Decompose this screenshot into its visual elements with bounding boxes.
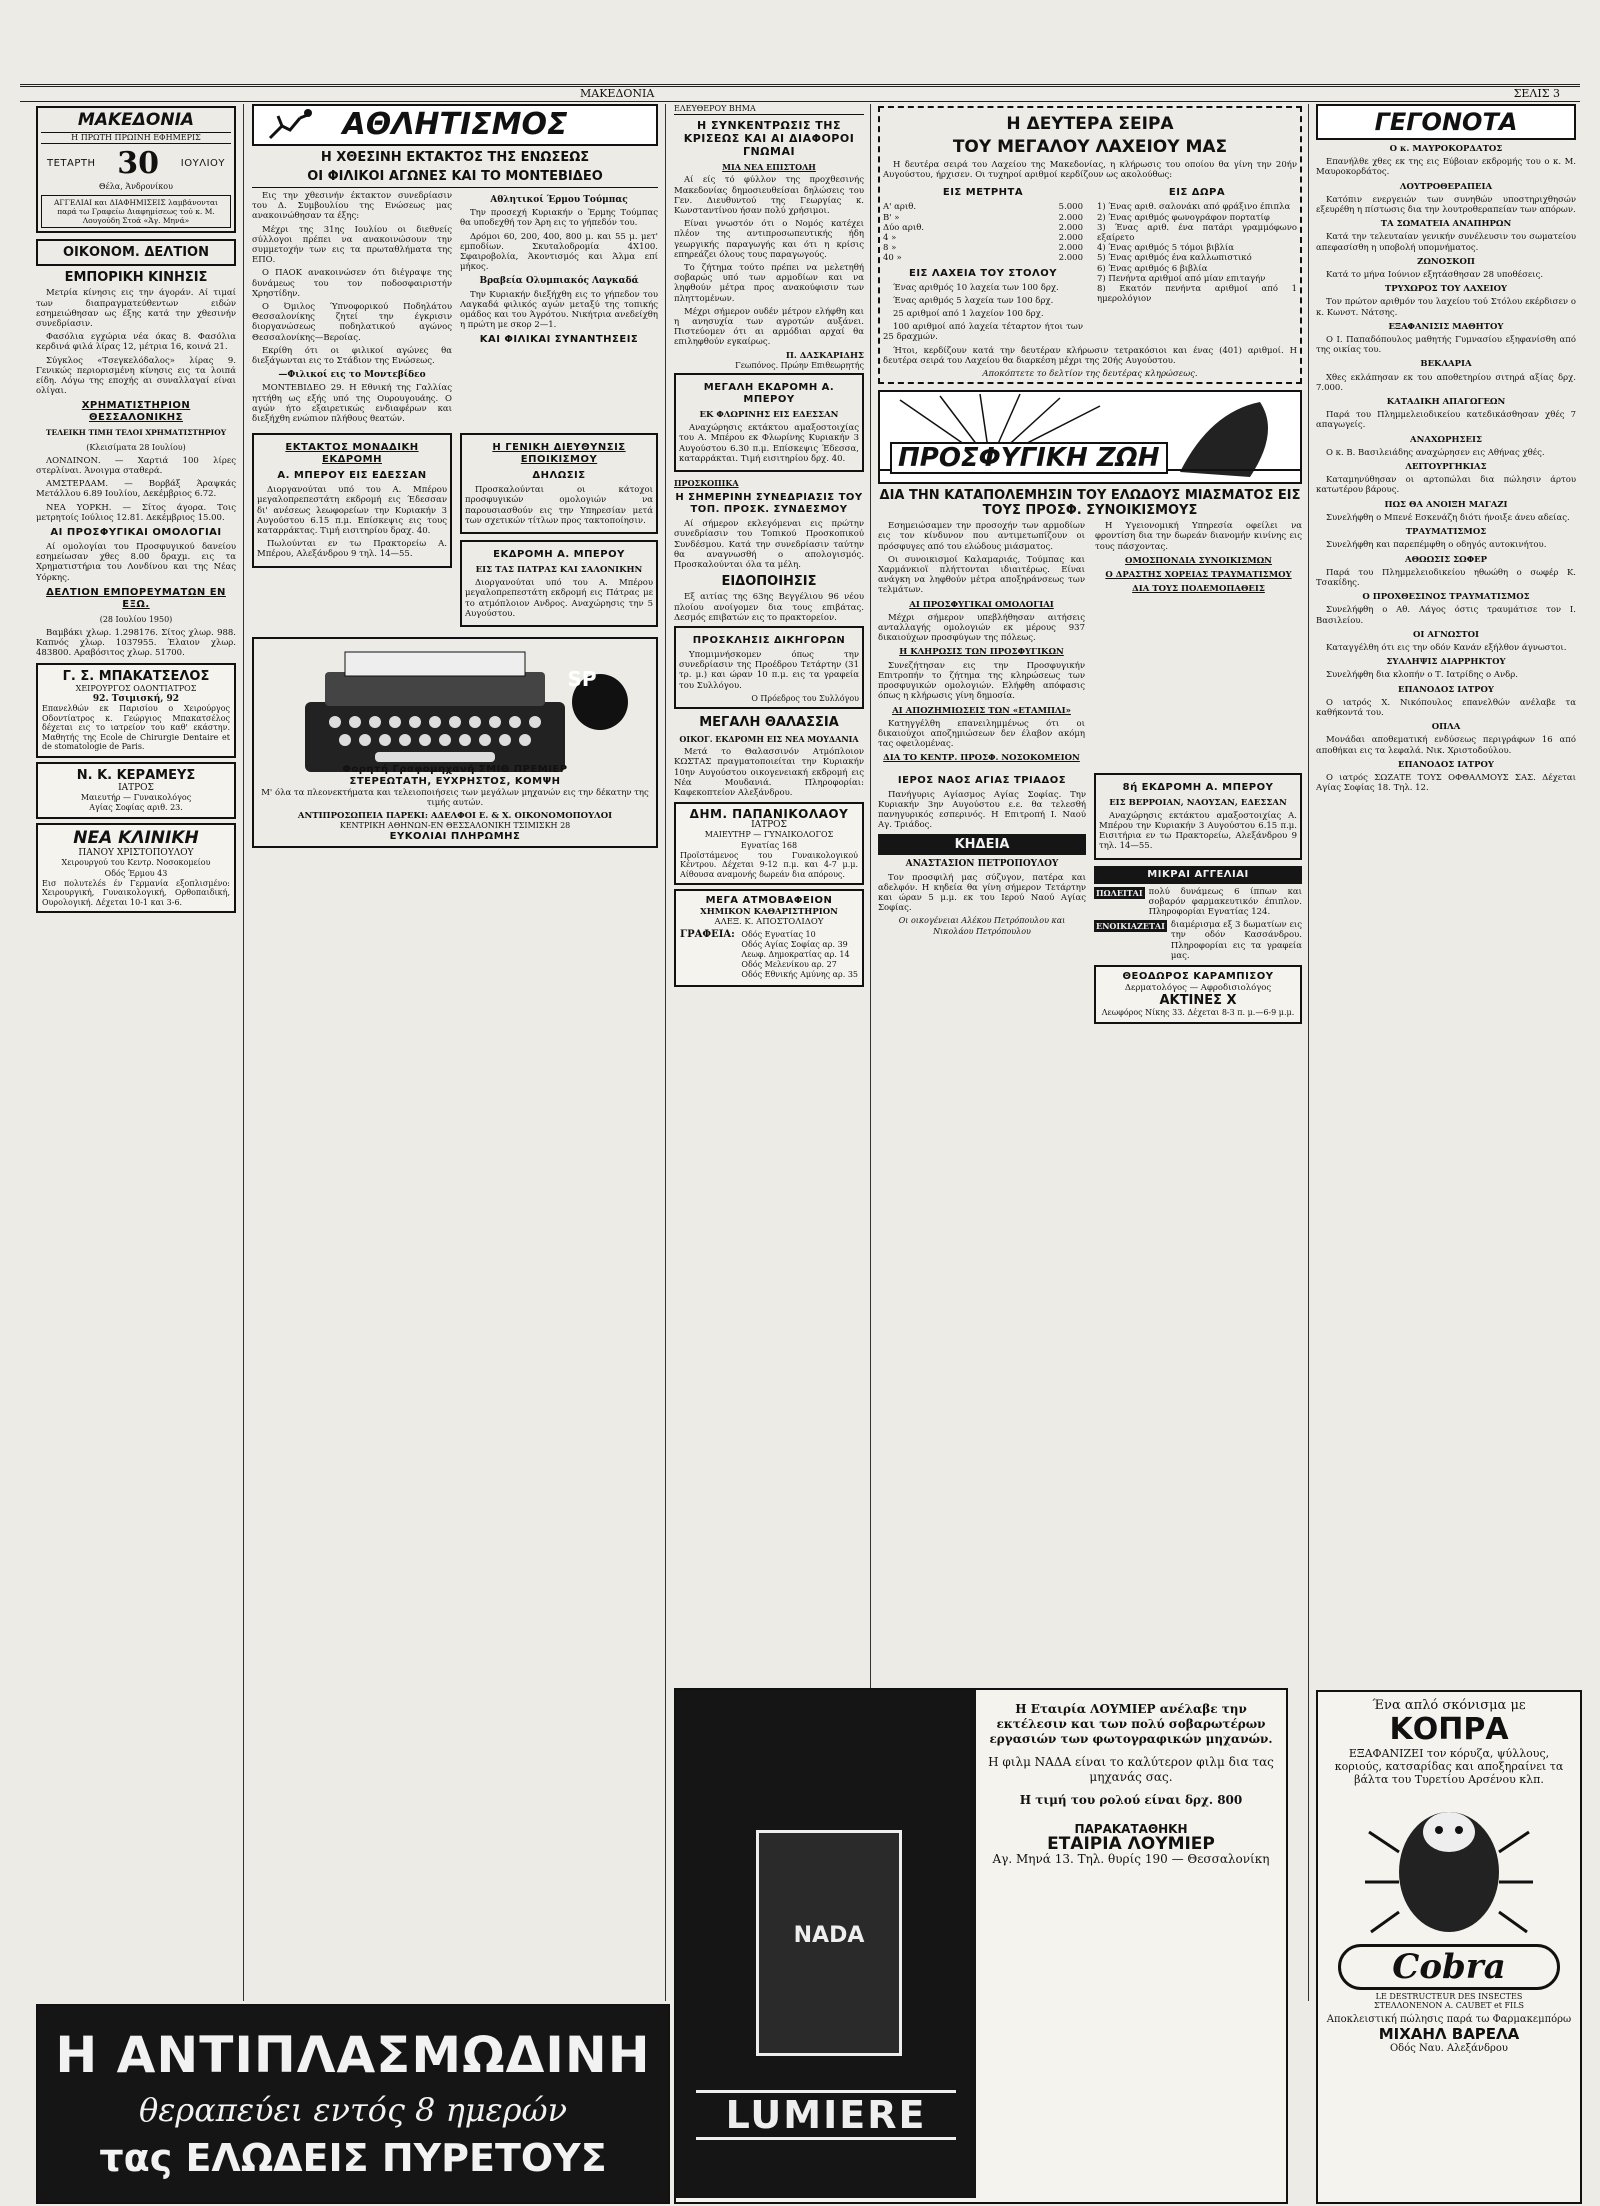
laundry-owner: ΑΛΕΞ. Κ. ΑΠΟΣΤΟΛΙΔΟΥ (714, 917, 824, 928)
cash-prize-value: 2.000 (1058, 212, 1083, 223)
event-title: ΚΑΤΑΔΙΚΗ ΑΠΑΓΩΓΕΩΝ (1386, 397, 1506, 408)
gynecologist-ad (36, 762, 236, 820)
edessa-excursion-contact: Πωλούνται εν τω Πρακτορείω Α. Μπέρου, Αλεξάνδρου 9 τηλ. 14—55. (257, 539, 447, 560)
event-title: ΤΡΥΧΩΡΟΣ ΤΟΥ ΛΑΧΕΙΟΥ (1384, 284, 1508, 295)
typewriter-address: ΚΕΝΤΡΙΚΗ ΑΘΗΝΩΝ-ΕΝ ΘΕΣΣΑΛΟΝΙΚΗ ΤΣΙΜΙΣΚΗ 28 (339, 820, 571, 830)
lumiere-text: Η Εταιρία ΛΟΥΜΙΕΡ ανέλαβε την εκτέλεσιν και των πολύ σοβαρωτέρων εργασιών των φωτογραφικών μηχανών. (989, 1702, 1273, 1746)
event-text: Καταμηνύθησαν οι αρτοπώλαι δια πώλησιν άρτου κατωτέρου βάρους. (1316, 475, 1576, 496)
scouts-label: ΠΡΟΣΚΟΠΙΚΑ (674, 478, 739, 489)
dentist-title: ΧΕΙΡΟΥΡΓΟΣ ΟΔΟΝΤΙΑΤΡΟΣ (75, 683, 197, 693)
cobra-maker: ΣΤΕΛΛΟΝΕΝΟΝ Α. CAUBET et FILS (1374, 2001, 1524, 2010)
gift-item: 7) Πενήντα αριθμοί από μίαν επιταγήν (1097, 273, 1266, 284)
crisis-paragraph-4: Μέχρι σήμερον ουδέν μέτρον ελήφθη και η ανησυχία των αγροτών αυξάνει. Πιστεύομεν ότι αι αρμόδιαι αρχαί θα επιληφθούν εγκαίρως. (674, 306, 864, 348)
lumiere-film-text: Η φιλμ ΝΑΔΑ είναι το καλύτερον φιλμ δια τας μηχανάς σας. (988, 1755, 1274, 1784)
funeral-title: ΚΗΔΕΙΑ (878, 834, 1086, 855)
column-2 (252, 104, 658, 2001)
small-ad-label: ΕΝΟΙΚΙΑΖΕΤΑΙ (1096, 921, 1165, 932)
lumiere-brand: LUMIERE (696, 2090, 956, 2140)
dermatologist-ad (1094, 965, 1302, 1024)
montevideo-text: ΜΟΝΤΕΒΙΔΕΟ 29. Η Εθνική της Γαλλίας ηττήθη ως εξής υπό της Ουρουγουάης. Ο αγών ήτο εξαιρετικώς ενδιαφέρων και διεξήχθη ενώπιον πλήθους θεατών. (252, 383, 452, 425)
malaria-headline: ΔΙΑ ΤΗΝ ΚΑΤΑΠΟΛΕΜΗΣΙΝ ΤΟΥ ΕΛΩΔΟΥΣ ΜΙΑΣΜΑΤΟΣ ΕΙΣ ΤΟΥΣ ΠΡΟΣΦ. ΣΥΝΟΙΚΙΣΜΟΥΣ (879, 488, 1301, 519)
papanikolaou-title: ΙΑΤΡΟΣ (751, 820, 787, 831)
draw-text: Συνεζήτησαν εις την Προσφυγικήν Επιτροπήν το ζήτημα της κληρώσεως των προσφυγικών ομολογιών. Ελήφθη απόφασις όπως η κλήρωσις γίνη δημοσία. (878, 660, 1085, 702)
stock-exchange-subtitle: ΤΕΛΕΙΚΗ ΤΙΜΗ ΤΕΛΟΙ ΧΡΗΜΑΤΙΣΤΗΡΙΟΥ (45, 428, 227, 438)
veria-excursion-text: Αναχώρησις εκτάκτου αμαξοστοιχίας Α. Μπέρου την Κυριακήν 3 Αυγούστου 6.15 π.μ. Εισιτήρια εν τω Πρακτορείω, Αλεξάνδρου 9 τηλ. 14—55. (1099, 810, 1297, 852)
scouts-text: Αί σήμερον εκλεγόμεναι εις πρώτην συνεδρίασιν του Τοπικού Προσκοπικού Συνδέσμου. Κατά την συνεδρίασιν ταύτην θα αναγνωσθή ο απολογισμός. Προσκαλούνται όλα τα μέλη. (674, 519, 864, 571)
sports-left-1: Εις την χθεσινήν έκτακτον συνεδρίασιν του Δ. Συμβουλίου της Ενώσεως μας ανακοινώθησαν τα έξης: (252, 191, 452, 222)
gift-prizes-title: ΕΙΣ ΔΩΡΑ (1168, 187, 1226, 199)
event-text: Συνελήφθη και παρεπέμφθη ο οδηγός αυτοκινήτου. (1326, 540, 1547, 551)
settlement-text: Προσκαλούνται οι κάτοχοι προσφυγικών ομολογιών να παρουσιασθούν εις την Υπηρεσίαν μετά των σχετικών τίτλων προς τακτοποίησιν. (465, 485, 653, 526)
cobra-sub: LE DESTRUCTEUR DES INSECTES (1375, 1992, 1523, 2001)
insect-icon (1359, 1792, 1539, 1942)
church-text: Πανήγυρις Αγίασμος Αγίας Σοφίας. Την Κυριακήν 3ην Αυγούστου ε.ε. θα τελεσθή πανηγυρικός εσπερινός. Η Επιτροπή Ι. Ναού Αγ. Τριάδος. (878, 789, 1086, 831)
crisis-paragraph-3: Το ζήτημα τούτο πρέπει να μελετηθή σοβαρώς υπό των αρμοδίων και να ληφθούν μέτρα προς ανακούφισιν των πληττομένων. (674, 263, 864, 304)
sea-excursion-text: Μετά το Θαλασσινόν Ατμόπλοιον ΚΩΣΤΑΣ πραγματοποιείται την Κυριακήν 10ην Αυγούστου οικογενειακή εκδρομή εις Νέα Μουδανιά. Πληροφορίαι: Καφεκοπτείον Αλεξάνδρου. (674, 747, 864, 798)
draw-subhead: Η ΚΛΗΡΩΣΙΣ ΤΩΝ ΠΡΟΣΦΥΓΙΚΩΝ (899, 647, 1064, 658)
event-text: Ο Ι. Παπαδόπουλος μαθητής Γυμνασίου εξηφανίσθη από της οικίας του. (1316, 335, 1576, 356)
sports-headline-2: ΟΙ ΦΙΛΙΚΟΙ ΑΓΩΝΕΣ ΚΑΙ ΤΟ ΜΟΝΤΕΒΙΔΕΟ (252, 169, 658, 188)
event-title: ΕΠΑΝΟΔΟΣ ΙΑΤΡΟΥ (1397, 759, 1494, 770)
edessa-excursion-text: Διοργανούται υπό του Α. Μπέρου μεγαλοπρεπεστάτη εκδρομή εις Έδεσσαν δι' ανέσεως λεωφορείων την Κυριακήν 3 Αυγούστου 6.15 π.μ. Επίσκεψις εις τους καταρράκτας. Τιμή εισιτηρίου δραχ. 40. (257, 485, 447, 537)
typewriter-line-3: Μ' όλα τα πλεονεκτήματα και τελειοποιήσεις των μεγάλων μηχανών εις την δέκατην της τιμής αυτών. (261, 788, 649, 809)
laundry-subtitle: ΧΗΜΙΚΟΝ ΚΑΘΑΡΙΣΤΗΡΙΟΝ (700, 907, 838, 918)
papanikolaou-name: ΔΗΜ. ΠΑΠΑΝΙΚΟΛΑΟΥ (689, 807, 849, 822)
patras-excursion-text: Διοργανούται υπό του Α. Μπέρου μεγαλοπρεπεστάτη εκδρομή εις Πάτρας με το ατμόπλοιον Ανδρος. Αναχώρησις την 5 Αυγούστου. (465, 578, 653, 619)
fleet-item: 100 αριθμοί από λαχεία τέταρτον ήτοι των 25 δραχμών. (883, 322, 1083, 343)
florina-excursion-subtitle: ΕΚ ΦΛΩΡΙΝΗΣ ΕΙΣ ΕΔΕΣΣΑΝ (699, 410, 839, 421)
stamp-text: Κατηγγέλθη επανειλημμένως ότι οι δικαιούχοι αποζημιώσεων δεν έλαβον ακόμη τας οφειλομένας. (878, 718, 1085, 750)
settlement-subtitle: ΔΗΛΩΣΙΣ (532, 470, 586, 482)
edessa-excursion-ad (252, 433, 452, 567)
kopra-exclusive: Αποκλειστική πώλησις παρά τω Φαρμακεμπόρω (1326, 2014, 1572, 2025)
clinic-owner: ΠΑΝΟΥ ΧΡΙΣΤΟΠΟΥΛΟΥ (78, 848, 194, 859)
papanikolaou-ad (674, 802, 864, 885)
clinic-address: Οδός Έρμου 43 (104, 868, 168, 878)
fleet-item: Ένας αριθμός 10 λαχεία των 100 δρχ. (893, 282, 1059, 293)
issue-month: ΙΟΥΛΙΟΥ (180, 158, 225, 170)
sports-left-2: Μέχρι της 31ης Ιουλίου οι διεθνείς σύλλογοι πρέπει να ανακοινώσουν την συμμετοχήν των εις τα πρωταθλήματα της ΕΠΟ. (252, 224, 452, 266)
sports-left-3: Ο ΠΑΟΚ ανακοινώσεν ότι διέγραψε της δυνάμεως του τον ποδοσφαιριστήν Χρηστίδην. (252, 268, 452, 299)
dentist-text: Επανελθών εκ Παρισίου ο Χειρούργος Οδοντίατρος κ. Γεώργιος Μπακατσέλος δέχεται εις το ιατρείον του καθ' εκάστην. Μαθητής της Ecole de Chirurgie Dentaire et de stomatologie de Paris. (42, 704, 230, 752)
crisis-headline: Η ΣΥΝΚΕΝΤΡΩΣΙΣ ΤΗΣ ΚΡΙΣΕΩΣ ΚΑΙ ΑΙ ΔΙΑΦΟΡΟΙ ΓΝΩΜΑΙ (683, 119, 855, 159)
crisis-subtitle: ΜΙΑ ΝΕΑ ΕΠΙΣΤΟΛΗ (722, 162, 816, 173)
clinic-role: Χειρουργού του Κεντρ. Νοσοκομείου (61, 858, 211, 868)
lawyers-sign: Ο Πρόεδρος του Συλλόγου (751, 693, 859, 703)
sports-right-3: Την Κυριακήν διεξήχθη εις το γήπεδον του Λαγκαδά φιλικός αγών μεταξύ της τοπικής ομάδος και του Άγρότου. Νικήτρια ανεδείχθη η πρώτη με σκορ 2—1. (460, 289, 658, 331)
gynecologist-name: Ν. Κ. ΚΕΡΑΜΕΥΣ (76, 767, 196, 783)
kopra-seller: ΜΙΧΑΗΛ ΒΑΡΕΛΑ (1378, 2025, 1520, 2043)
cash-prize-value: 2.000 (1058, 233, 1083, 244)
stock-line-3: ΝΕΑ ΥΟΡΚΗ. — Σίτος άγορα. Τοις μετρητοίς Ιούλιος 12.81. Δεκέμβριος 15.00. (36, 502, 236, 523)
bonds-subhead: ΑΙ ΠΡΟΣΦΥΓΙΚΑΙ ΟΜΟΛΟΓΙΑΙ (909, 599, 1054, 610)
small-ad-text: διαμέρισμα εξ 3 δωματίων εις την οδόν Κασσάνδρου. Πληροφορίαι εις τα γραφεία μας. (1170, 920, 1302, 961)
hospital-subhead: ΔΙΑ ΤΟ ΚΕΝΤΡ. ΠΡΟΣΦ. ΝΟΣΟΚΟΜΕΙΟΝ (883, 753, 1080, 764)
sports-right-1: Την προσεχή Κυριακήν ο Έρμης Τούμπας θα υποδεχθή τον Άρη εις το γήπεδόν του. (460, 208, 658, 229)
event-title: ΤΑ ΣΩΜΑΤΕΙΑ ΑΝΑΠΗΡΩΝ (1380, 219, 1512, 230)
commerce-paragraph-3: Σύγκλος «Τσεγκελόδαλος» λίρας 9. Γενικώς περιορισμένη κίνησις εις τα λοιπά είδη. Λόγω της εποχής αι συναλλαγαί είναι ολίγαι. (36, 355, 236, 397)
nada-brand: NADA (793, 1923, 865, 1948)
cash-prize-label: Α' αριθ. (883, 202, 917, 213)
lottery-intro: Η δευτέρα σειρά του Λαχείου της Μακεδονίας, η κλήρωσις του οποίου θα γίνη την 20ήν Αυγούστου, ήρχισεν. Οι τυχηροί αριθμοί κερδίζουν ως ακολούθως: (883, 160, 1297, 181)
stock-exchange-title: ΧΡΗΜΑΤΙΣΤΗΡΙΟΝ ΘΕΣΣΑΛΟΝΙΚΗΣ (81, 400, 191, 424)
dermatologist-spec: Δερματολόγος — Αφροδισιολόγος (1124, 982, 1272, 993)
event-text: Ο κ. Β. Βασιλειάδης αναχώρησεν εις Αθήνας χθές. (1326, 447, 1545, 458)
papanikolaou-spec: ΜΑΙΕΥΤΗΡ — ΓΥΝΑΙΚΟΛΟΓΟΣ (704, 830, 834, 840)
runner-icon (260, 108, 320, 142)
funeral-sign: Οι οικογένειαι Αλέκου Πετρόπουλου και Νικολάου Πετρόπουλου (898, 916, 1066, 936)
refugee-bonds-title: ΑΙ ΠΡΟΣΦΥΓΙΚΑΙ ΟΜΟΛΟΓΙΑΙ (50, 527, 222, 539)
veria-excursion-title: 8ή ΕΚΔΡΟΜΗ Α. ΜΠΕΡΟΥ (1122, 781, 1274, 793)
laundry-address-1: Οδός Εγνατίας 10 (741, 929, 816, 939)
kopra-ad (1316, 1690, 1582, 2204)
lottery-sign: Αποκόπτετε το δελτίον της δευτέρας κληρώσεως. (982, 369, 1198, 380)
cash-prize-label: Β' » (883, 212, 900, 223)
lottery-title-1: Η ΔΕΥΤΕΡΑ ΣΕΙΡΑ (1006, 114, 1174, 134)
commerce-paragraph-2: Φασόλια εγχώρια νέα όκας 8. Φασόλια κερδινά φιλά λίρας 12, μέτρια 16, κοινά 21. (36, 332, 236, 353)
gynecologist-spec: Μαιευτήρ — Γυναικολόγος (80, 792, 192, 802)
kopra-intro: Ένα απλό σκόνισμα με (1372, 1698, 1526, 1713)
cash-prize-value: 5.000 (1058, 202, 1083, 213)
friendly-matches-subhead: ΚΑΙ ΦΙΛΙΚΑΙ ΣΥΝΑΝΤΗΣΕΙΣ (479, 334, 639, 346)
dentist-address: 92. Τσιμισκή, 92 (92, 693, 180, 704)
stock-exchange-date: (Κλεισίματα 28 Ιουλίου) (86, 442, 186, 452)
event-text: Συνελήφθη ο Αθ. Λάγος όστις τραυμάτισε τον Ι. Βασιλείου. (1316, 605, 1576, 626)
column-1 (36, 104, 236, 2001)
event-title: ΟΙ ΑΓΝΩΣΤΟΙ (1412, 629, 1480, 640)
federation-subhead: ΟΜΟΣΠΟΝΔΙΑ ΣΥΝΟΙΚΙΣΜΩΝ (1125, 555, 1272, 566)
gift-item: 3) Ένας αριθ. ένα πατάρι γραμμόφωνο εξαίρετο (1097, 222, 1297, 244)
refugee-life-header (878, 390, 1302, 484)
scouts-headline: Η ΣΗΜΕΡΙΝΗ ΣΥΝΕΔΡΙΑΣΙΣ ΤΟΥ ΤΟΠ. ΠΡΟΣΚ. ΣΥΝΔΕΣΜΟΥ (675, 492, 863, 516)
patras-excursion-subtitle: ΕΙΣ ΤΑΣ ΠΑΤΡΑΣ ΚΑΙ ΣΑΛΟΝΙΚΗΝ (475, 565, 643, 576)
fleet-lottery-title: ΕΙΣ ΛΑΧΕΙΑ ΤΟΥ ΣΤΟΛΟΥ (908, 267, 1057, 279)
paper-title: ΜΑΚΕΔΟΝΙΑ (77, 110, 195, 130)
kopra-name: ΚΟΠΡΑ (1389, 1712, 1509, 1747)
event-text: Παρά του Πλημμελειοδικείου ηθωώθη ο σωφέρ Κ. Τσακίδης. (1316, 567, 1576, 588)
laundry-title: ΜΕΓΑ ΑΤΜΟΒΑΦΕΙΟΝ (705, 895, 833, 907)
event-title: ΒΕΚΛΑΡΙΑ (1420, 359, 1472, 370)
war-victims-subhead: ΔΙΑ ΤΟΥΣ ΠΟΛΕΜΟΠΑΘΕΙΣ (1132, 584, 1265, 595)
settlement-title: Η ΓΕΝΙΚΗ ΔΙΕΥΘΥΝΣΙΣ ΕΠΟΙΚΙΣΜΟΥ (492, 442, 626, 466)
lumiere-address: Αγ. Μηνά 13. Τηλ. θυρίς 190 — Θεσσαλονίκη (992, 1852, 1270, 1866)
edessa-excursion-subtitle: Α. ΜΠΕΡΟΥ ΕΙΣ ΕΔΕΣΣΑΝ (277, 470, 427, 482)
injury-subhead: Ο ΔΡΑΣΤΗΣ ΧΟΡΕΙΑΣ ΤΡΑΥΜΑΤΙΣΜΟΥ (1105, 570, 1292, 581)
masthead-page-number: ΣΕΛΙΣ 3 (1513, 87, 1560, 100)
sports-left-5: Εκρίθη ότι οι φιλικοί αγώνες θα διεξάγωνται εις το Στάδιον της Ενώσεως. (252, 345, 452, 367)
xray-label: ΑΚΤΙΝΕΣ Χ (1159, 993, 1237, 1009)
lottery-title-2: ΤΟΥ ΜΕΓΑΛΟΥ ΛΑΧΕΙΟΥ ΜΑΣ (952, 137, 1228, 157)
film-box (756, 1830, 902, 2056)
lumiere-price: Η τιμή του ρολού είναι δρχ. 800 (1019, 1793, 1243, 1807)
papanikolaou-address: Εγνατίας 168 (740, 840, 798, 850)
event-text: Παρά του Πλημμελειοδικείου κατεδικάσθησαν χθές 7 απαγωγείς. (1316, 410, 1576, 431)
cash-prizes-title: ΕΙΣ ΜΕΤΡΗΤΑ (942, 187, 1024, 199)
lottery-note: Ήτοι, κερδίζουν κατά την δευτέραν κλήρωσιν τετρακόσιοι και ένας (401) αριθμοί. Η δευτέρα σειρά του Λαχείου θα διαρκέση μέχρι της 20ής Αυγούστου. (883, 345, 1297, 366)
lawyers-text: Υπομιμνήσκομεν όπως την συνεδρίασιν της Προέδρου Τετάρτην (31 τρ. μ.) και ώραν 10 π.μ. εις τα γραφεία του Συλλόγου. (679, 649, 859, 691)
event-title: Ο κ. ΜΑΥΡΟΚΟΡΔΑΤΟΣ (1389, 144, 1503, 154)
langada-subhead: Βραβεία Ολυμπιακός Λαγκαδά (479, 276, 639, 287)
cash-prize-label: 8 » (883, 243, 897, 254)
crisis-author-role: Γεωπόνος. Πρώην Επιθεωρητής (735, 360, 864, 370)
dentist-ad (36, 663, 236, 758)
event-title: ΛΕΙΤΟΥΡΓΗΚΙΑΣ (1405, 462, 1487, 473)
antiplasmodin-name: Η ΑΝΤΙΠΛΑΣΜΩΔΙΝΗ (55, 2026, 651, 2084)
church-title: ΙΕΡΟΣ ΝΑΟΣ ΑΓΙΑΣ ΤΡΙΑΔΟΣ (897, 774, 1067, 786)
event-title: ΣΥΛΛΗΨΙΣ ΔΙΑΡΡΗΚΤΟΥ (1386, 657, 1506, 668)
event-text: Μονάδαι αποθεματική ενδύσεως περιγράφων 16 από αποθήκαι εις τα λεφαλά. Νικ. Χριστοδούλου. (1316, 735, 1576, 756)
paper-subtitle: Η ΠΡΩΤΗ ΠΡΩΙΝΗ ΕΦΗΜΕΡΙΣ (41, 132, 231, 144)
events-list (1316, 144, 1576, 793)
lumiere-company: ΕΤΑΙΡΙΑ ΛΟΥΜΙΕΡ (1047, 1834, 1215, 1854)
gynecologist-address: Αγίας Σοφίας αριθ. 23. (89, 803, 183, 812)
gift-item: 5) Ένας αριθμός ένα καλλωπιστικό (1097, 253, 1252, 264)
edessa-excursion-title: ΕΚΤΑΚΤΟΣ ΜΟΝΑΔΙΚΗ ΕΚΔΡΟΜΗ (285, 442, 419, 466)
refugee-bonds-text: Αί ομολογίαι του Προσφυγικού δανείου εσημείωσαν χθες 8.00 δραχμ. εις τα Χρηματιστήρια του Λονδίνου και της Νέας Υόρκης. (36, 542, 236, 583)
issue-place: Θέλα, Άνδρονίκου (99, 182, 173, 192)
malaria-paragraph-3: Η Υγειονομική Υπηρεσία οφείλει να φροντίση δια την δωρεάν διανομήν κινίνης εις τους πάσχοντας. (1095, 521, 1302, 552)
typewriter-rep: ΑΝΤΙΠΡΟΣΩΠΕΙΑ ΠΑΡΕΚΙ: ΑΔΕΛΦΟΙ Ε. & Χ. ΟΙΚΟΝΟΜΟΠΟΥΛΟΙ (297, 810, 613, 821)
issue-date-number: 30 (117, 146, 160, 182)
sports-right-2: Δρόμοι 60, 200, 400, 800 μ. και 55 μ. μετ' εμποδίων. Σκυταλοδρομία 4Χ100. Σφαιροβολία, Άκοντισμός και Άλμα επί μήκος. (460, 231, 658, 273)
tumba-subhead: Αθλητικοί Έρμου Τούμπας (490, 195, 628, 205)
title-box (36, 106, 236, 233)
veria-excursion-ad (1094, 773, 1302, 860)
crisis-paragraph-1: Αί είς τό φύλλον της προχθεσινής Μακεδονίας δημοσιευθείσαι δηλώσεις του Γεν. Διευθυντού της Γεωργίας κ. Κωνσταντίνου ήσαν πολύ χρήσιμοι. (674, 175, 864, 217)
kopra-text: ΕΞΑΦΑΝΙΖΕΙ τον κόρυζα, ψύλλους, κοριούς, κατσαρίδας και αποξηραίνει τα βάλτα του Τυρετίου Αρσένου κλπ. (1334, 1747, 1564, 1786)
funeral-name: ΑΝΑΣΤΑΣΙΟΝ ΠΕΤΡΟΠΟΥΛΟΥ (905, 859, 1059, 870)
sports-headline-1: Η ΧΘΕΣΙΝΗ ΕΚΤΑΚΤΟΣ ΤΗΣ ΕΝΩΣΕΩΣ (320, 150, 590, 165)
masthead-paper-name: ΜΑΚΕΔΟΝΙΑ (580, 87, 655, 100)
fleet-item: Ένας αριθμός 5 λαχεία των 100 δρχ. (893, 295, 1054, 306)
event-title: ΑΘΩΩΣΙΣ ΣΩΦΕΡ (1405, 554, 1487, 565)
event-text: Συνελήφθη ο Μπενέ Εσκενάζη διότι ήνοιξε άνευ αδείας. (1326, 512, 1570, 523)
lumiere-ad (674, 1688, 1288, 2204)
refugee-life-title: ΠΡΟΣΦΥΓΙΚΗ ΖΩΗ (890, 442, 1168, 474)
stamp-subhead: ΑΙ ΑΠΟΖΗΜΙΩΣΕΙΣ ΤΩΝ «ΕΤΑΜΠΛΙ» (892, 705, 1071, 716)
fleet-item: 25 αριθμοί από 1 λαχείον 100 δρχ. (893, 309, 1044, 320)
lumiere-film-panel (676, 1690, 976, 2198)
antiplasmodin-tag: τας ΕΛΩΔΕΙΣ ΠΥΡΕΤΟΥΣ (99, 2136, 607, 2180)
dermatologist-name: ΘΕΟΔΩΡΟΣ ΚΑΡΑΜΠΙΣΟΥ (1122, 970, 1274, 982)
event-text: Κατόπιν ενεργειών των συνηθών υποστηριχθησών εξευρέθη η πίστωσις δια την λουτροθεραπείαν των απόρων. (1316, 194, 1576, 216)
masthead (20, 84, 1580, 102)
lawyers-title: ΠΡΟΣΚΛΗΣΙΣ ΔΙΚΗΓΟΡΩΝ (692, 634, 846, 646)
event-title: ΤΡΑΥΜΑΤΙΣΜΟΣ (1405, 527, 1487, 538)
gift-item: 1) Ένας αριθ. σαλονάκι από φράξινο έπιπλα (1097, 202, 1291, 213)
event-title: ΕΞΑΦΑΝΙΣΙΣ ΜΑΘΗΤΟΥ (1388, 321, 1504, 332)
typewriter-line-1: Φορητή Γραφομηχανή ΣΜΙΘ ΠΡΕΜΙΕΡ (342, 764, 568, 776)
event-title: ΕΠΑΝΟΔΟΣ ΙΑΤΡΟΥ (1397, 684, 1494, 695)
bonds-text: Μέχρι σήμερον υπεβλήθησαν αιτήσεις ανταλλαγής ομολογιών εκ μέρους 937 δικαιούχων προσφύγων της πόλεως. (878, 612, 1085, 644)
florina-excursion-title: ΜΕΓΑΛΗ ΕΚΔΡΟΜΗ Α. ΜΠΕΡΟΥ (703, 382, 835, 406)
small-ad-label: ΠΩΛΕΙΤΑΙ (1096, 887, 1143, 898)
patras-excursion-ad (460, 540, 658, 627)
papanikolaou-text: Προϊστάμενος του Γυναικολογικού Κέντρου. Δέχεται 9-12 π.μ. και 4-7 μ.μ. Αίθουσα αναμονής δωρεάν δια απόρους. (680, 850, 858, 879)
event-text: Ο ιατρός ΣΩΖΑΤΕ ΤΟΥΣ ΟΦΘΑΛΜΟΥΣ ΣΑΣ. Δέχεται Αγίας Σοφίας 18. Τηλ. 12. (1316, 772, 1576, 794)
montevideo-subhead: —Φιλικοί εις το Μοντεβίδεο (278, 370, 426, 381)
lumiere-depot: ΠΑΡΑΚΑΤΑΘΗΚΗ (1074, 1822, 1188, 1836)
free-tribune-label: ΕΛΕΥΘΕΡΟΥ ΒΗΜΑ (674, 104, 864, 115)
event-text: Καταγγέλθη ότι εις την οδόν Κανάν εξήλθον άγνωστοι. (1326, 642, 1567, 653)
event-title: ΑΝΑΧΩΡΗΣΕΙΣ (1409, 434, 1483, 445)
small-ads-title: ΜΙΚΡΑΙ ΑΓΓΕΛΙΑΙ (1094, 866, 1302, 884)
patras-excursion-title: ΕΚΔΡΟΜΗ Α. ΜΠΕΡΟΥ (493, 549, 625, 561)
commerce-paragraph-1: Μετρία κίνησις εις την άγοράν. Αί τιμαί των διαπραγματεύθεντων ειδών εσημειώθησαν ως έξης κατά την χθεσινήν συνεδρίασιν. (36, 288, 236, 330)
laundry-address-5: Οδός Εθνικής Αμύνης αρ. 35 (741, 970, 858, 980)
crisis-paragraph-2: Είναι γνωστόν ότι ο Νομός κατέχει πλέον της αντιπροσωπευτικής ήδη γεωργικής παραγωγής και ότι η κρίσις επηρεάζει όλους τους παραγωγούς. (674, 219, 864, 260)
notice-title: ΕΙΔΟΠΟΙΗΣΙΣ (721, 574, 817, 590)
florina-excursion-text: Αναχώρησις εκτάκτου αμαξοστοιχίας του Α. Μπέρου εκ Φλωρίνης Κυριακήν 3 Αυγούστου 6.30 π.μ. Επίσκεψις Έδεσσα, καταρράκται. Τιμή εισιτηρίου δρχ. 40. (679, 423, 859, 464)
event-text: Επανήλθε χθες εκ της εις Εύβοιαν εκδρομής του ο κ. Μ. Μαυροκορδάτος. (1316, 157, 1576, 178)
clinic-name: ΝΕΑ ΚΛΙΝΙΚΗ (73, 828, 199, 849)
laundry-address-3: Λεωφ. Δημοκρατίας αρ. 14 (741, 950, 850, 960)
antiplasmodin-ad (36, 2004, 670, 2204)
issue-day: ΤΕΤΑΡΤΗ (47, 158, 96, 170)
cash-prize-label: 40 » (883, 253, 902, 264)
antiplasmodin-slogan: θεραπεύει εντός 8 ημερών (138, 2091, 568, 2129)
events-header: ΓΕΓΟΝΟΤΑ (1316, 104, 1576, 140)
clinic-text: Εισ πολυτελέs έν Γερμανία εξοπλισμένο: Χειρουργική, Γυναικολογική, Ορθοπαιδική, Ουρολογική. Δέχεται 10-1 και 3-6. (42, 878, 230, 907)
notice-text: Εξ αιτίας της 63ης Βεγγέλιου 96 νέου πλοίου ανοίγομεν δια τους επιβάτας. Δεσμός επιβατών εις το πρακτορείον. (674, 592, 864, 623)
malaria-paragraph-2: Οι συνοικισμοί Καλαμαριάς, Τούμπας και Χαρμάνκιοϊ πλήττονται ιδιαιτέρως. Είναι ανάγκη να ληφθούν μέτρα αποξηράνσεως των τελμάτων. (878, 554, 1085, 596)
event-title: ΟΠΛΑ (1431, 722, 1461, 733)
commodity-title: ΔΕΛΤΙΟΝ ΕΜΠΟΡΕΥΜΑΤΩΝ ΕΝ ΕΞΩ. (46, 586, 226, 610)
settlement-notice (460, 433, 658, 534)
sea-excursion-subtitle: ΟΙΚΟΓ. ΕΚΔΡΟΜΗ ΕΙΣ ΝΕΑ ΜΟΥΔΑΝΙΑ (679, 733, 859, 744)
event-text: Τον πρώτον αριθμόν του λαχείου τού Στόλου εκέρδισεν ο κ. Κωνστ. Νάτσης. (1316, 297, 1576, 318)
gift-item: 8) Εκατόν πενήντα αριθμοί από 1 ημερολόγιον (1097, 284, 1297, 305)
laundry-address-2: Οδός Αγίας Σοφίας αρ. 39 (741, 939, 848, 949)
small-ad-text: πολύ δυνάμεως 6 ίππων και σοβαρόν φαρμακευτικόν έπιπλον. Πληροφορίαι Εγνατίας 124. (1148, 886, 1302, 917)
gift-item: 6) Ένας αριθμός 6 βιβλία (1097, 263, 1208, 274)
lawyers-notice (674, 626, 864, 709)
stock-line-1: ΛΟΝΔΙΝΟΝ. — Χαρτιά 100 λίρες στερλίναι. Άνοιγμα σταθερά. (36, 455, 236, 477)
typewriter-terms: ΕΥΚΟΛΙΑΙ ΠΛΗΡΩΜΗΣ (389, 830, 521, 842)
cash-prize-value: 2.000 (1058, 222, 1083, 233)
gift-item: 4) Ένας αριθμός 5 τόμοι βιβλία (1097, 243, 1234, 254)
event-title: ΠΩΣ ΘΑ ΑΝΟΙΞΗ ΜΑΓΑΖΙ (1384, 499, 1508, 510)
sea-excursion-title: ΜΕΓΑΛΗ ΘΑΛΑΣΣΙΑ (699, 714, 839, 730)
laundry-ad (674, 889, 864, 986)
cash-prize-value: 2.000 (1058, 253, 1083, 264)
event-text: Κατά το μήνα Ιούνιον εξητάσθησαν 28 υποθέσεις. (1326, 270, 1544, 281)
commerce-title: ΕΜΠΟΡΙΚΗ ΚΙΝΗΣΙΣ (64, 270, 208, 286)
kopra-address: Οδός Ναυ. Αλεξάνδρου (1389, 2043, 1509, 2054)
event-title: ΛΟΥΤΡΟΘΕΡΑΠΕΙΑ (1399, 181, 1493, 192)
sports-header (252, 104, 658, 146)
clinic-ad (36, 823, 236, 913)
ads-notice: ΑΓΓΕΛΙΑΙ και ΔΙΑΦΗΜΙΣΕΙΣ λαμβάνονται παρά τω Γραφείω Διαφημίσεως τού κ. Μ. Λουγούδη Στοά «Άγ. Μηνά» (41, 195, 231, 228)
typewriter-logo: SP (567, 667, 597, 692)
event-title: Ο ΠΡΟΧΘΕΣΙΝΟΣ ΤΡΑΥΜΑΤΙΣΜΟΣ (1362, 592, 1530, 603)
event-text: Ο ιατρός Χ. Νικόπουλος επανελθών ανέλαβε τα καθήκοντά του. (1316, 697, 1576, 718)
cash-prize-value: 2.000 (1058, 243, 1083, 254)
event-text: Κατά την τελευταίαν γενικήν συνέλευσιν του σωματείου απεφασίσθη η υποβολή υπομνήματος. (1316, 232, 1576, 253)
lottery-box (878, 106, 1302, 384)
cobra-brand: Cobra (1338, 1944, 1560, 1990)
dentist-name: Γ. Σ. ΜΠΑΚΑΤΣΕΛΟΣ (62, 668, 210, 684)
sports-header-text: ΑΘΛΗΤΙΣΜΟΣ (342, 107, 568, 142)
event-text: Συνελήφθη δια κλοπήν ο Τ. Ιατρίδης ο Ανδρ. (1326, 670, 1518, 681)
crisis-author: Π. ΔΑΣΚΑΡΙΔΗΣ (785, 350, 864, 361)
dermatologist-address: Λεωφόρος Νίκης 33. Δέχεται 8-3 π. μ.—6-9 μ.μ. (1101, 1008, 1295, 1018)
veria-excursion-subtitle: ΕΙΣ ΒΕΡΡΟΙΑΝ, ΝΑΟΥΣΑΝ, ΕΔΕΣΣΑΝ (1109, 797, 1287, 808)
event-text: Χθες εκλάπησαν εκ του αποθετηρίου σιτηρά αξίας δρχ. 7.000. (1316, 372, 1576, 393)
stock-line-2: ΑΜΣΤΕΡΔΑΜ. — Βορβάξ Άραψκάς Μετάλλου 6.89 Ιουλίου, Δεκέμβριος 6.72. (36, 479, 236, 500)
economic-bulletin-header: ΟΙΚΟΝΟΜ. ΔΕΛΤΙΟΝ (36, 239, 236, 266)
typewriter-line-2: ΣΤΕΡΕΩΤΑΤΗ, ΕΥΧΡΗΣΤΟΣ, ΚΟΜΨΗ (349, 776, 561, 788)
typewriter-ad (252, 637, 658, 848)
laundry-address-4: Οδός Μελενίκου αρ. 27 (741, 960, 837, 970)
cash-prize-label: Δύο αριθ. (883, 222, 925, 233)
commodity-date: (28 Ιουλίου 1950) (99, 614, 173, 624)
event-title: ΖΩΝΟΣΚΟΠ (1417, 256, 1475, 267)
gynecologist-title: ΙΑΤΡΟΣ (118, 782, 154, 793)
funeral-text: Τον προσφιλή μας σύζυγον, πατέρα και αδελφόν. Η κηδεία θα γίνη σήμερον Τετάρτην και ώραν 5 μ.μ. εκ του Ιερού Ναού Αγίας Σοφίας. (878, 872, 1086, 914)
malaria-paragraph-1: Εσημειώσαμεν την προσοχήν των αρμοδίων εις τον κίνδυνον που αντιμετωπίζουν οι πρόσφυγες από του ελώδους μιάσματος. (878, 521, 1085, 552)
cash-prize-label: 4 » (883, 233, 897, 244)
florina-excursion-ad (674, 373, 864, 472)
commodity-text: Βαμβάκι χλωρ. 1.298176. Σίτος χλωρ. 988. Καπνός χλωρ. 1037955. Έλαιον χλωρ. 483800. Αραβόσιτος χλωρ. 51700. (36, 628, 236, 659)
laundry-offices-label: ΓΡΑΦΕΙΑ: (680, 928, 735, 940)
sports-left-4: Ο Όμιλος Ύπνοφορικού Ποδηλάτου Θεσσαλονίκης ζητεί την έγκρισιν διοργανώσεως ποδηλατικού αγώνος Θεσσαλονίκης—Βεροίας. (252, 302, 452, 343)
gift-item: 2) Ένας αριθμός φωνογράφον πορτατίφ (1097, 212, 1270, 223)
